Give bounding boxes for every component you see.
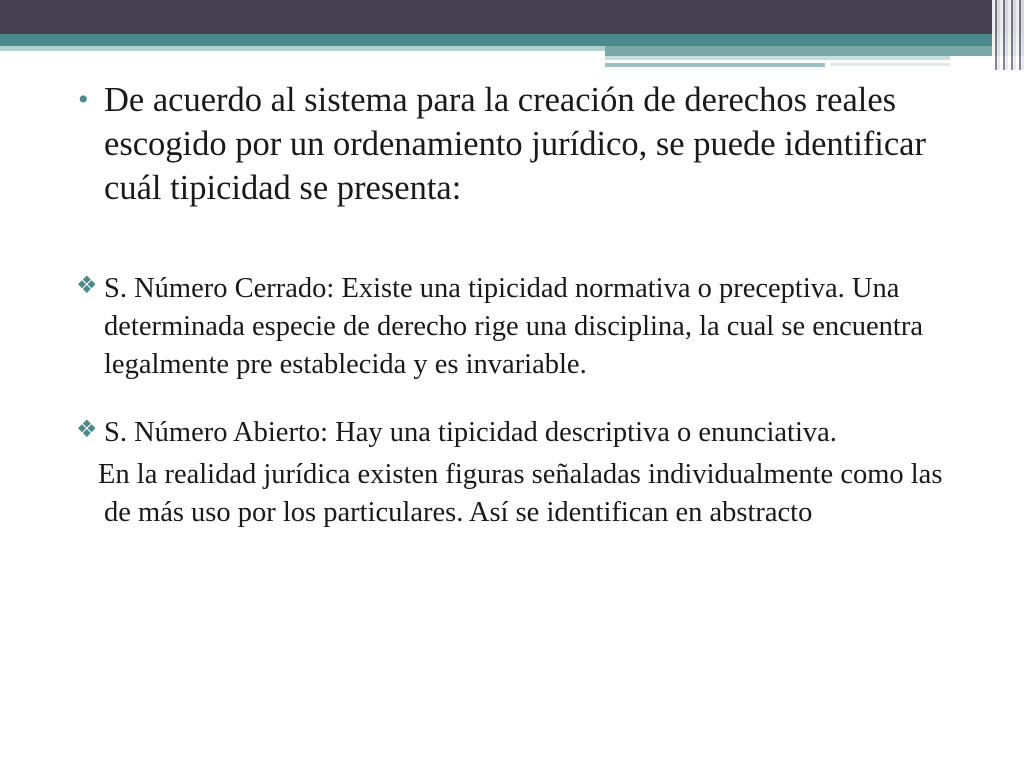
header-band-light [605, 56, 950, 60]
main-bullet-text: De acuerdo al sistema para la creación de derechos reales escogido por un ordenamiento jurídico, se puede identificar cuál tipicidad se presenta: [104, 81, 926, 207]
main-bullet-item [74, 78, 974, 210]
four-diamond-bullet-icon: ❖ [76, 417, 98, 443]
header-band-light [0, 46, 605, 51]
header-band-light [830, 63, 950, 66]
header-stripes-decoration [992, 0, 1024, 70]
sub-bullet-text: S. Número Abierto: Hay una tipicidad descriptiva o enunciativa. [104, 417, 837, 448]
slide-content [74, 78, 974, 532]
body-paragraph: En la realidad jurídica existen figuras señaladas individualmente como las de más uso por los particulares. Así se identifican en abstracto [98, 459, 943, 528]
sub-bullet-text: S. Número Cerrado: Existe una tipicidad normativa o preceptiva. Una determinada especie de derecho rige una disciplina, la cual se encuentra legalmente pre establecida y es invariable. [104, 273, 923, 380]
header-band-teal [0, 34, 1024, 46]
sub-bullet-item [74, 414, 974, 452]
sub-bullet-item [74, 270, 974, 384]
round-bullet-icon: • [78, 83, 89, 116]
header-band-light [605, 63, 825, 67]
header-band-light [605, 46, 1024, 56]
four-diamond-bullet-icon: ❖ [76, 273, 98, 299]
header-band-dark [0, 0, 1024, 34]
